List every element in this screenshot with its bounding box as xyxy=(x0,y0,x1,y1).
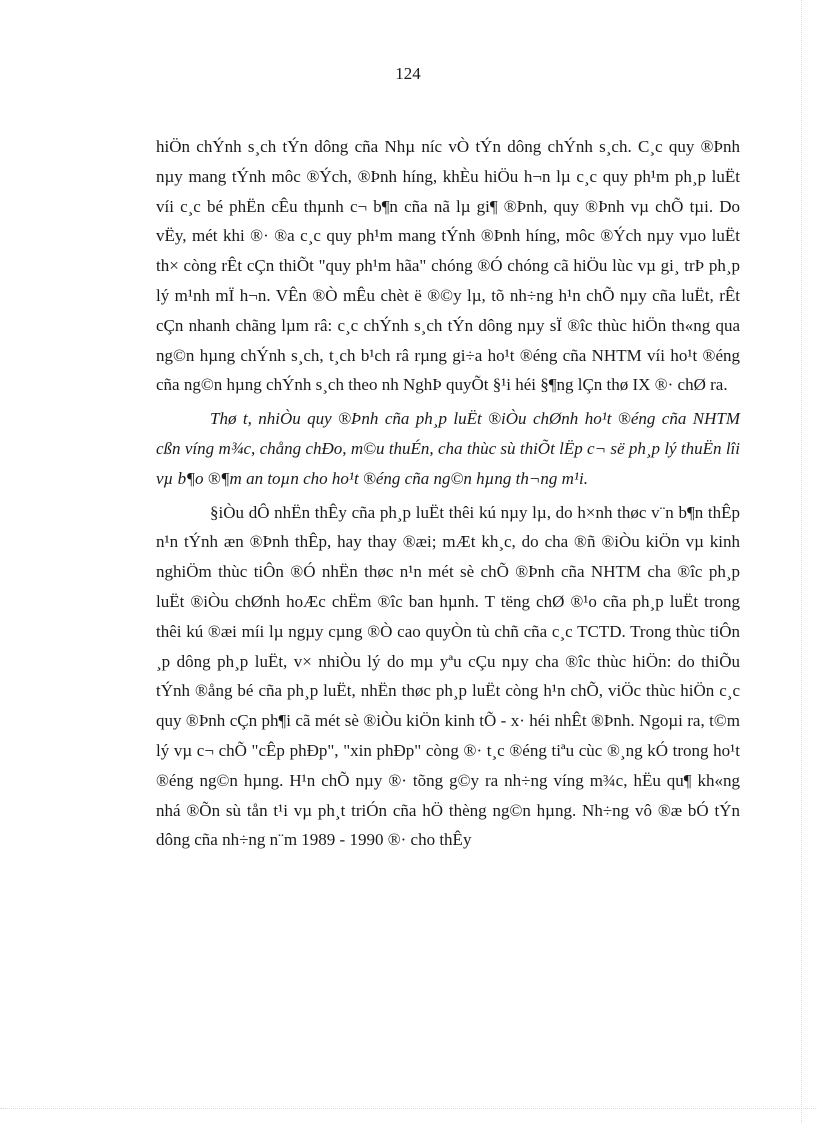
paragraph-2-italic: Thø t, nhiÒu quy ®Þnh cña ph¸p luËt ®iÒu chØnh ho¹t ®éng cña NHTM cßn víng m¾c, chång chÐo, m©u thuÉn, cha thùc sù thiÕt lËp c¬ së ph¸p lý thuËn lîi vµ b¶o ®¶m an toµn cho ho¹t ®éng cña ng©n hµng th¬ng m¹i. xyxy=(156,409,740,488)
page-edge-right xyxy=(801,0,802,1123)
paragraph-1: hiÖn chÝnh s¸ch tÝn dông cña Nhµ níc vÒ tÝn dông chÝnh s¸ch. C¸c quy ®Þnh nµy mang tÝnh môc ®Ých, ®Þnh híng, khÈu hiÖu h¬n lµ c¸c quy ph¹m ph¸p luËt víi c¸c bé phËn cÊu thµnh c¬ b¶n cña nã lµ gi¶ ®Þnh, quy ®Þnh vµ chÕ tµi. Do vËy, mét khi ®· ®a c¸c quy ph¹m mang tÝnh ®Þnh híng, môc ®Ých nµy vµo luËt th× còng rÊt cÇn thiÕt "quy ph¹m hãa" chóng ®Ó chóng cã hiÖu lùc vµ gi¸ trÞ ph¸p lý m¹nh mÏ h¬n. VÊn ®Ò mÊu chèt ë ®©y lµ, tõ nh÷ng h¹n chÕ nµy cña luËt, rÊt cÇn nhanh chãng lµm râ: c¸c chÝnh s¸ch tÝn dông nµy sÏ ®îc thùc hiÖn th«ng qua ng©n hµng chÝnh s¸ch, t¸ch b¹ch râ rµng gi÷a ho¹t ®éng cña NHTM víi ho¹t ®éng cña ng©n hµng chÝnh s¸ch theo nh NghÞ quyÕt §¹i héi §¶ng lÇn thø IX ®· chØ ra. xyxy=(156,137,740,395)
paragraph-3: §iÒu dÔ nhËn thÊy cña ph¸p luËt thêi kú nµy lµ, do h×nh thøc v¨n b¶n thÊp n¹n tÝnh æn ®Þnh thÊp, hay thay ®æi; mÆt kh¸c, do cha ®ñ ®iÒu kiÖn vµ kinh nghiÖm thùc tiÔn ®Ó nhËn thøc n¹n mét sè chÕ ®Þnh cña NHTM cha ®îc ph¸p luËt ®iÒu chØnh hoÆc chËm ®îc ban hµnh. T tëng chØ ®¹o cña ph¸p luËt trong thêi kú ®æi míi lµ ngµy cµng ®Ò cao quyÒn tù chñ cña c¸c TCTD. Trong thùc tiÔn ¸p dông ph¸p luËt, v× nhiÒu lý do mµ yªu cÇu nµy cha ®îc thùc hiÖn: do thiÕu tÝnh ®ång bé cña ph¸p luËt, nhËn thøc ph¸p luËt còng h¹n chÕ, viÖc thùc hiÖn c¸c quy ®Þnh cÇn ph¶i cã mét sè ®iÒu kiÖn kinh tÕ - x· héi nhÊt ®Þnh. Ngoµi ra, t©m lý vµ c¬ chÕ "cÊp phÐp", "xin phÐp" còng ®· t¸c ®éng tiªu cùc ®¸ng kÓ trong ho¹t ®éng ng©n hµng. H¹n chÕ nµy ®· tõng g©y ra nh÷ng víng m¾c, hËu qu¶ kh«ng nhá ®Õn sù tån t¹i vµ ph¸t triÓn cña hÖ thèng ng©n hµng. Nh÷ng vô ®æ bÓ tÝn dông cña nh÷ng n¨m 1989 - 1990 ®· cho thÊy xyxy=(156,502,740,850)
body-text xyxy=(156,132,740,859)
page-number: 124 xyxy=(395,64,421,83)
page-edge-bottom xyxy=(0,1108,816,1109)
